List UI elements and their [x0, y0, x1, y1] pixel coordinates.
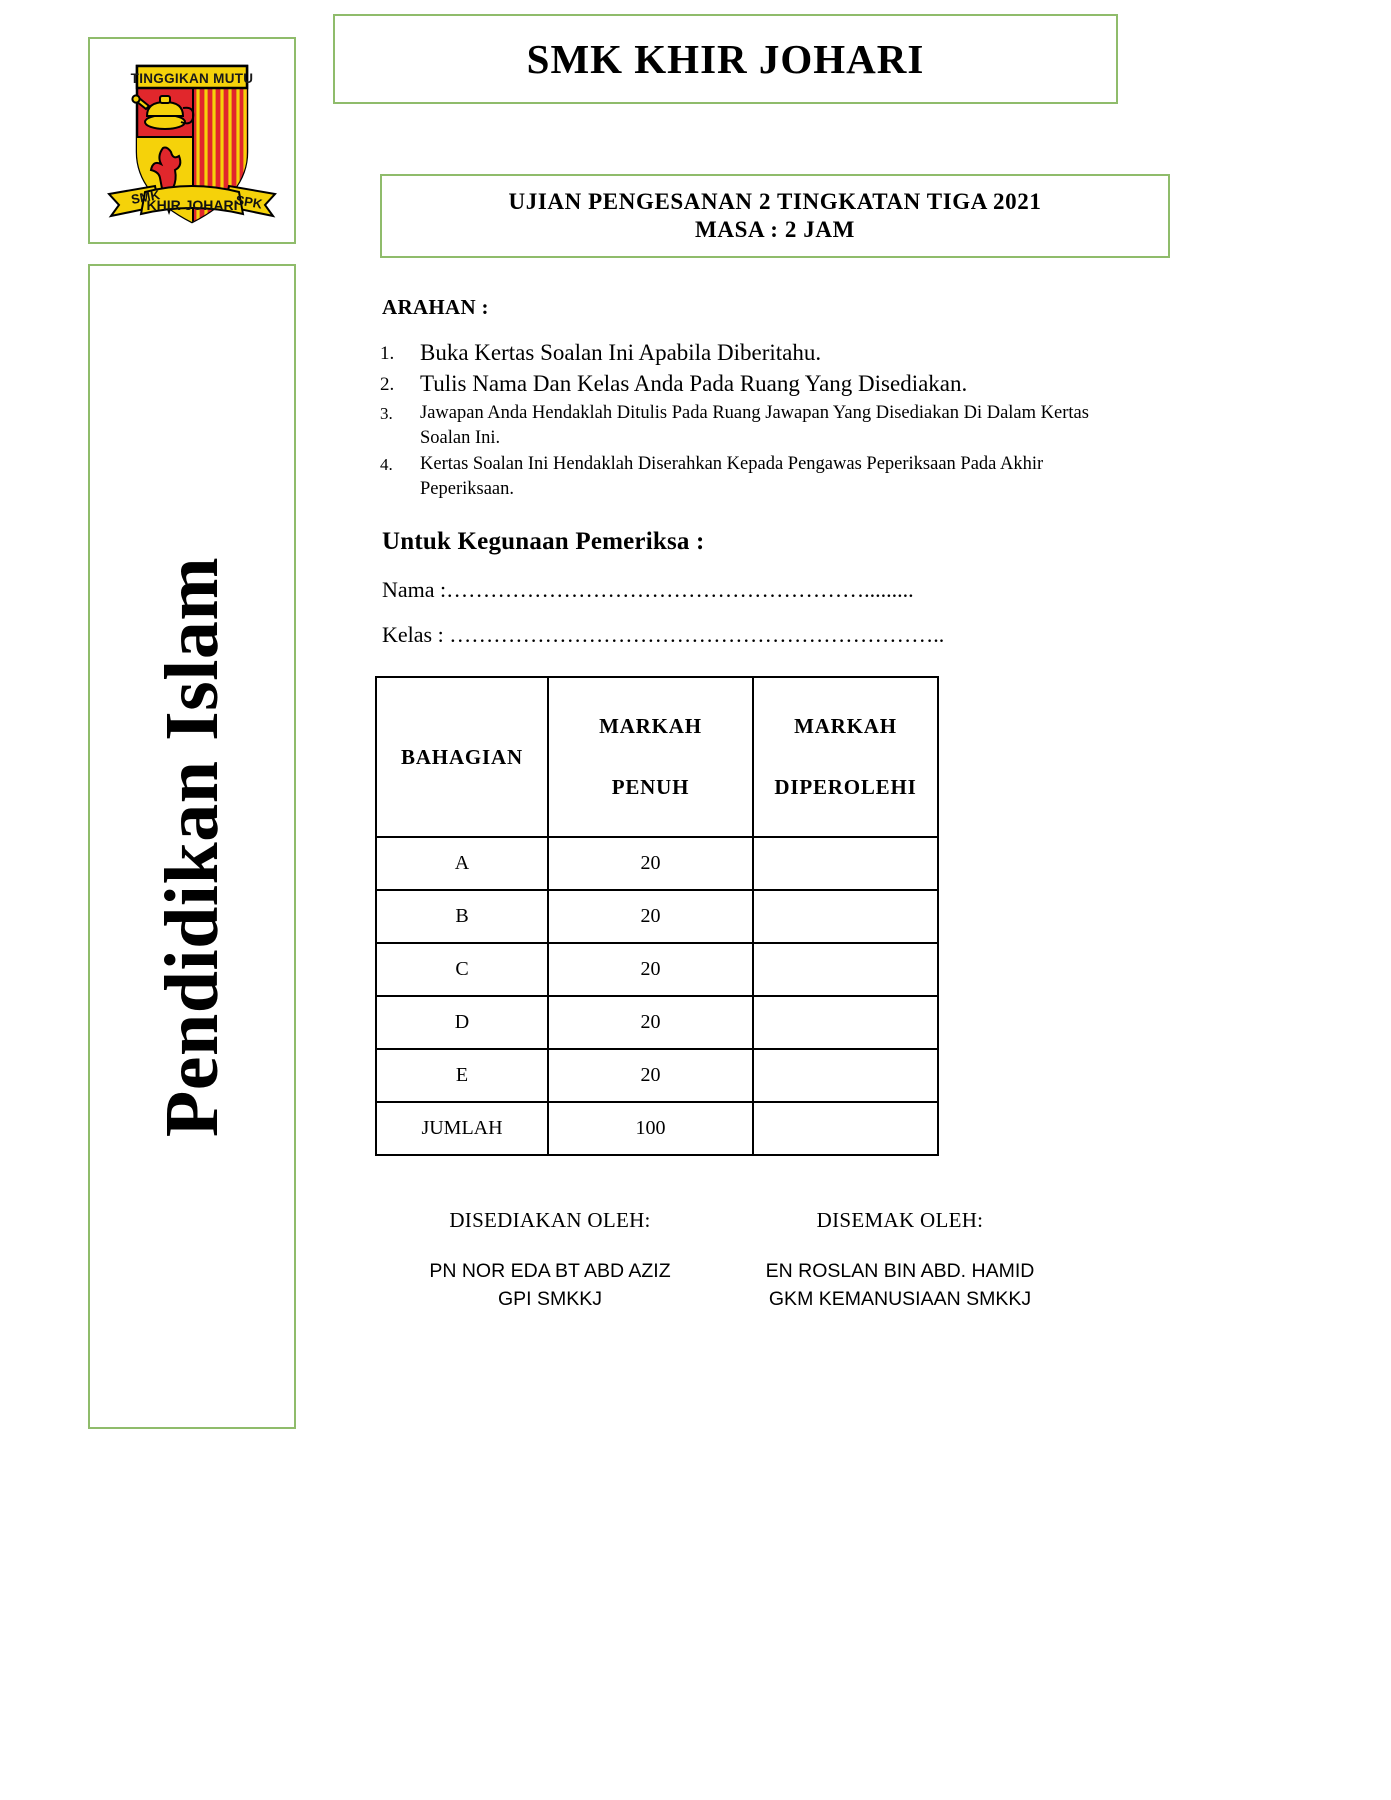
cell-markah-penuh-total: 100 [548, 1102, 753, 1155]
table-row [376, 996, 938, 1049]
instruction-item [380, 452, 1110, 502]
column-header-markah-penuh [548, 677, 753, 837]
instruction-number: 3. [380, 403, 393, 423]
kelas-field-row [382, 622, 944, 648]
column-header-markah-line1: MARKAH [599, 714, 702, 738]
instruction-number: 2. [380, 374, 395, 396]
cell-markah-penuh: 20 [548, 890, 753, 943]
cell-markah-diperolehi[interactable] [753, 890, 938, 943]
prepared-by-label: DISEDIAKAN OLEH: [449, 1208, 651, 1232]
cell-bahagian: E [376, 1049, 548, 1102]
exam-title-box [380, 174, 1170, 258]
instruction-text: Kertas Soalan Ini Hendaklah Diserahkan Kepada Pengawas Peperiksaan Pada Akhir Peperiksaan. [420, 454, 1044, 500]
signature-labels-row [375, 1208, 1075, 1233]
cell-markah-penuh: 20 [548, 996, 753, 1049]
checked-by-block [725, 1257, 1075, 1314]
nama-field-row [382, 577, 914, 603]
instruction-item [380, 369, 1110, 399]
school-crest-icon [97, 44, 287, 240]
instruction-number: 4. [380, 455, 393, 475]
table-row [376, 1049, 938, 1102]
table-row [376, 943, 938, 996]
table-header-row [376, 677, 938, 837]
exam-duration-line: MASA : 2 JAM [695, 217, 855, 242]
cell-markah-penuh: 20 [548, 1049, 753, 1102]
column-header-markah-diperolehi [753, 677, 938, 837]
instruction-item [380, 338, 1110, 368]
cell-bahagian: B [376, 890, 548, 943]
cell-bahagian-total: JUMLAH [376, 1102, 548, 1155]
instructions-heading: ARAHAN : [382, 295, 489, 319]
logo-motto-text: TINGGIKAN MUTU [130, 71, 254, 86]
column-header-bahagian [376, 677, 548, 837]
cell-markah-penuh: 20 [548, 943, 753, 996]
logo-banner-bottom-text: KHIR JOHARI [146, 197, 238, 213]
table-row-total [376, 1102, 938, 1155]
column-header-diperolehi-line2: DIPEROLEHI [774, 775, 917, 799]
signature-names-row [375, 1257, 1075, 1314]
school-name-box [333, 14, 1118, 104]
column-header-bahagian-line1: BAHAGIAN [401, 744, 523, 769]
subject-title: Pendidikan Islam [150, 556, 234, 1137]
logo-banner-right-text: SPK [234, 192, 264, 212]
column-header-markah-line2: PENUH [611, 775, 690, 799]
instructions-list [380, 338, 1110, 503]
checked-by-role: GKM KEMANUSIAAN SMKKJ [768, 1288, 1032, 1311]
kelas-input-line[interactable]: ………………………………………………………….. [443, 622, 945, 647]
table-row [376, 890, 938, 943]
instruction-text: Buka Kertas Soalan Ini Apabila Diberitahu. [420, 340, 822, 365]
logo-banner-left-text: SMK [129, 187, 161, 207]
signature-footer [375, 1208, 1075, 1314]
school-name: SMK KHIR JOHARI [526, 36, 925, 82]
prepared-by-name: PN NOR EDA BT ABD AZIZ [429, 1260, 671, 1282]
checked-by-label: DISEMAK OLEH: [816, 1208, 984, 1232]
cell-markah-diperolehi[interactable] [753, 837, 938, 890]
instruction-item [380, 401, 1110, 451]
kelas-label: Kelas : [382, 622, 444, 647]
instruction-number: 1. [380, 343, 395, 364]
instruction-text: Jawapan Anda Hendaklah Ditulis Pada Ruang Jawapan Yang Disediakan Di Dalam Kertas Soalan Ini. [420, 402, 1089, 448]
school-logo-box [88, 37, 296, 244]
prepared-by-role: GPI SMKKJ [497, 1288, 603, 1311]
table-row [376, 837, 938, 890]
nama-label: Nama : [382, 577, 447, 602]
cell-bahagian: A [376, 837, 548, 890]
instruction-text: Tulis Nama Dan Kelas Anda Pada Ruang Yang Disediakan. [420, 371, 968, 397]
cell-bahagian: D [376, 996, 548, 1049]
cell-markah-diperolehi[interactable] [753, 1049, 938, 1102]
nama-input-line[interactable]: …………………………………………………......... [446, 577, 914, 602]
column-header-diperolehi-line1: MARKAH [794, 714, 897, 738]
checked-by-name: EN ROSLAN BIN ABD. HAMID [765, 1260, 1035, 1282]
cell-markah-diperolehi-total[interactable] [753, 1102, 938, 1155]
cell-markah-diperolehi[interactable] [753, 943, 938, 996]
cell-bahagian: C [376, 943, 548, 996]
prepared-by-block [375, 1257, 725, 1314]
examiner-use-heading: Untuk Kegunaan Pemeriksa : [382, 528, 705, 555]
marks-table [375, 676, 939, 1156]
cell-markah-penuh: 20 [548, 837, 753, 890]
subject-title-box [88, 264, 296, 1429]
exam-title-line: UJIAN PENGESANAN 2 TINGKATAN TIGA 2021 [508, 189, 1042, 214]
cell-markah-diperolehi[interactable] [753, 996, 938, 1049]
